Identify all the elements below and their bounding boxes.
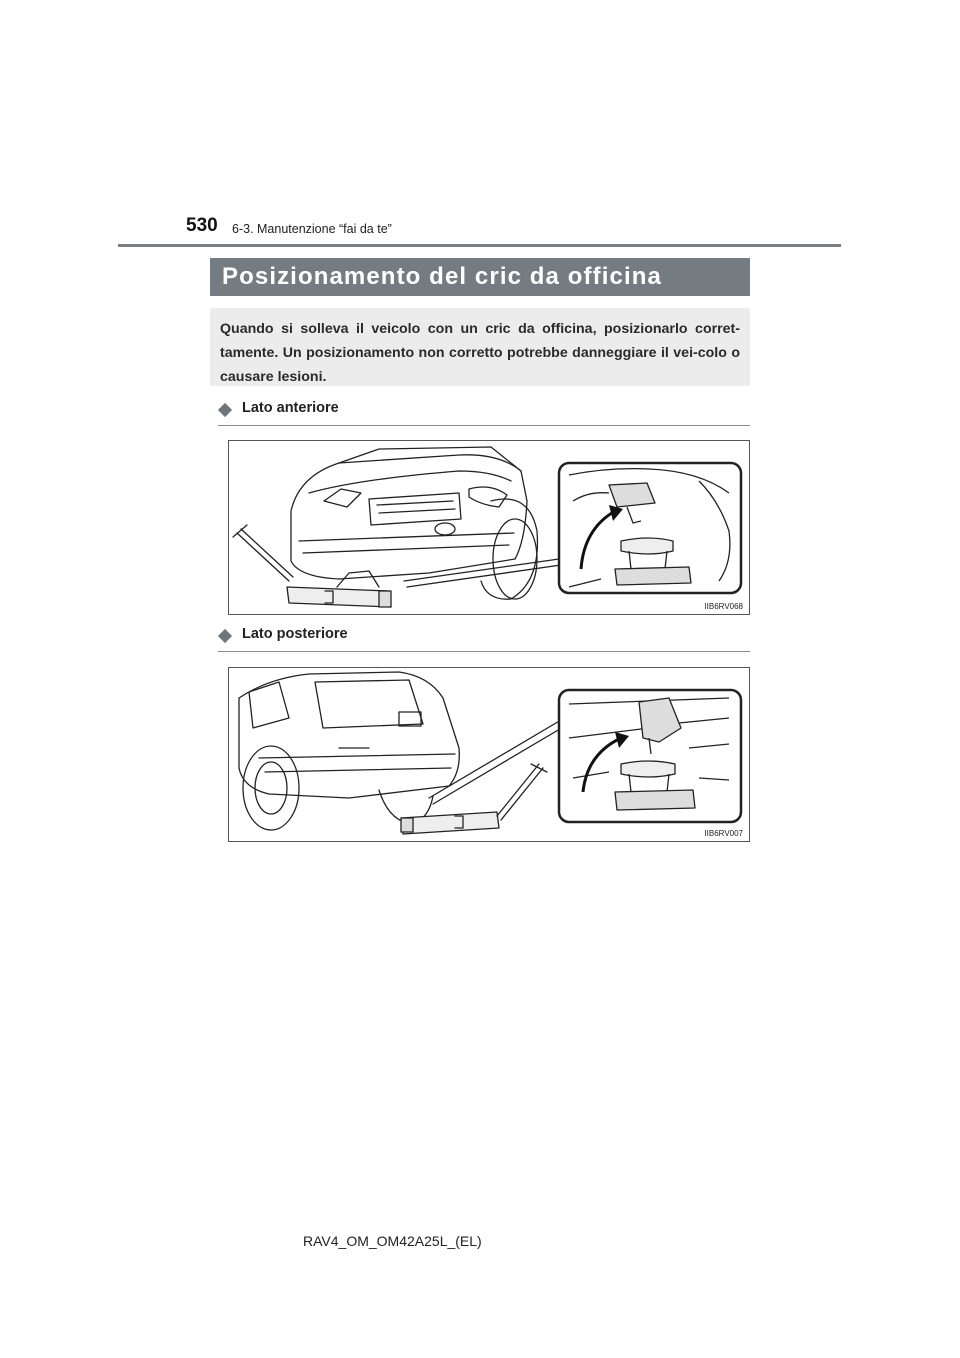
- intro-text: Quando si solleva il veicolo con un cric da officina, posizionarlo corret-tamente. Un posizionamento non corretto potrebbe danneggiare il vei-colo o causare lesioni.: [220, 321, 740, 385]
- section-title-bar: [210, 258, 750, 296]
- subheading-front-label: Lato anteriore: [242, 400, 339, 416]
- subheading-rear-label: Lato posteriore: [242, 626, 348, 642]
- document-code-footer: RAV4_OM_OM42A25L_(EL): [303, 1233, 482, 1249]
- page-number: 530: [186, 215, 218, 236]
- section-header: 6-3. Manutenzione “fai da te”: [232, 222, 392, 236]
- rear-car-jack-illustration: [229, 668, 750, 842]
- figure-rear-jack-point: [228, 667, 750, 842]
- diamond-bullet-icon: [218, 403, 232, 417]
- subheading-rear: [218, 626, 750, 652]
- figure-code-rear: IIB6RV007: [704, 829, 743, 838]
- figure-code-front: IIB6RV068: [704, 602, 743, 611]
- diamond-bullet-icon: [218, 629, 232, 643]
- page-title: Posizionamento del cric da officina: [222, 263, 662, 290]
- subheading-front: [218, 400, 750, 426]
- intro-box: [210, 308, 750, 386]
- front-car-jack-illustration: [229, 441, 750, 615]
- figure-front-jack-point: [228, 440, 750, 615]
- header-divider: [118, 244, 841, 247]
